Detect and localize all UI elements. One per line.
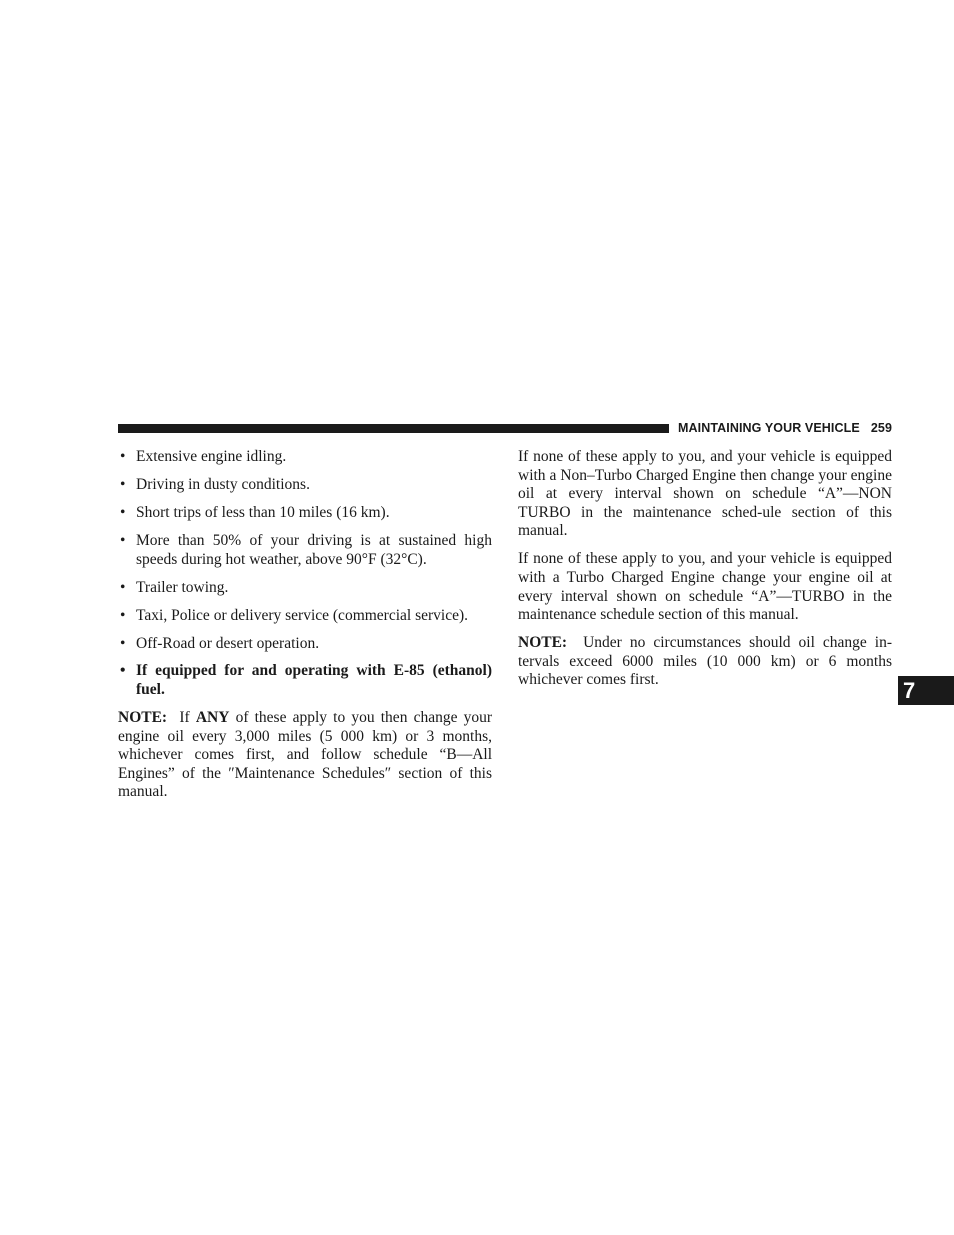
bullet-icon: • bbox=[120, 606, 126, 624]
right-column bbox=[518, 448, 892, 699]
chapter-number: 7 bbox=[903, 677, 916, 703]
note-label: NOTE: bbox=[118, 709, 168, 727]
bullet-icon: • bbox=[120, 531, 126, 549]
note-paragraph: NOTE: If ANY of these apply to you then change your engine oil every 3,000 miles (5 000 km) or 3 months, whichever comes first, and follow schedule “B—All Engines” of the ″Maintenance Schedules″ section of this manual. bbox=[118, 709, 493, 801]
bullet-icon: • bbox=[120, 662, 126, 680]
list-item: • More than 50% of your driving is at sustained high speeds during hot weather, above 90°F (32°C). bbox=[120, 531, 492, 568]
left-column bbox=[118, 448, 492, 811]
section-title: MAINTAINING YOUR VEHICLE bbox=[678, 421, 860, 435]
bullet-icon: • bbox=[120, 475, 126, 493]
bullet-icon: • bbox=[120, 503, 126, 521]
list-item: • Trailer towing. bbox=[120, 578, 229, 596]
condition-list bbox=[118, 448, 492, 700]
bullet-icon: • bbox=[120, 578, 126, 596]
bullet-icon: • bbox=[120, 634, 126, 652]
running-header bbox=[678, 419, 892, 437]
list-item: • If equipped for and operating with E-85 (ethanol) fuel. bbox=[120, 662, 492, 699]
note-label: NOTE: bbox=[518, 634, 568, 652]
list-item: • Extensive engine idling. bbox=[120, 448, 287, 465]
list-item: • Off-Road or desert operation. bbox=[120, 634, 320, 652]
list-item: • Short trips of less than 10 miles (16 km). bbox=[120, 503, 390, 521]
paragraph-non-turbo: If none of these apply to you, and your vehicle is equipped with a Non–Turbo Charged Engine then change your engine oil at every interval shown on schedule “A”—NON TURBO in the maintenance sched-ule section of this manual. bbox=[518, 448, 892, 540]
list-item: • Driving in dusty conditions. bbox=[120, 475, 310, 493]
bullet-icon: • bbox=[120, 448, 126, 465]
paragraph-turbo: If none of these apply to you, and your vehicle is equipped with a Turbo Charged Engine change your engine oil at every interval shown on schedule “A”—TURBO in the maintenance schedule section of this manual. bbox=[518, 550, 892, 624]
header-rule bbox=[118, 424, 669, 433]
list-item: • Taxi, Police or delivery service (commercial service). bbox=[120, 606, 469, 624]
note-paragraph: NOTE: Under no circumstances should oil change in-tervals exceed 6000 miles (10 000 km) or 6 months whichever comes first. bbox=[518, 634, 892, 689]
chapter-tab bbox=[898, 676, 954, 705]
page-number: 259 bbox=[870, 421, 892, 435]
note-emphasis: ANY bbox=[195, 709, 230, 727]
